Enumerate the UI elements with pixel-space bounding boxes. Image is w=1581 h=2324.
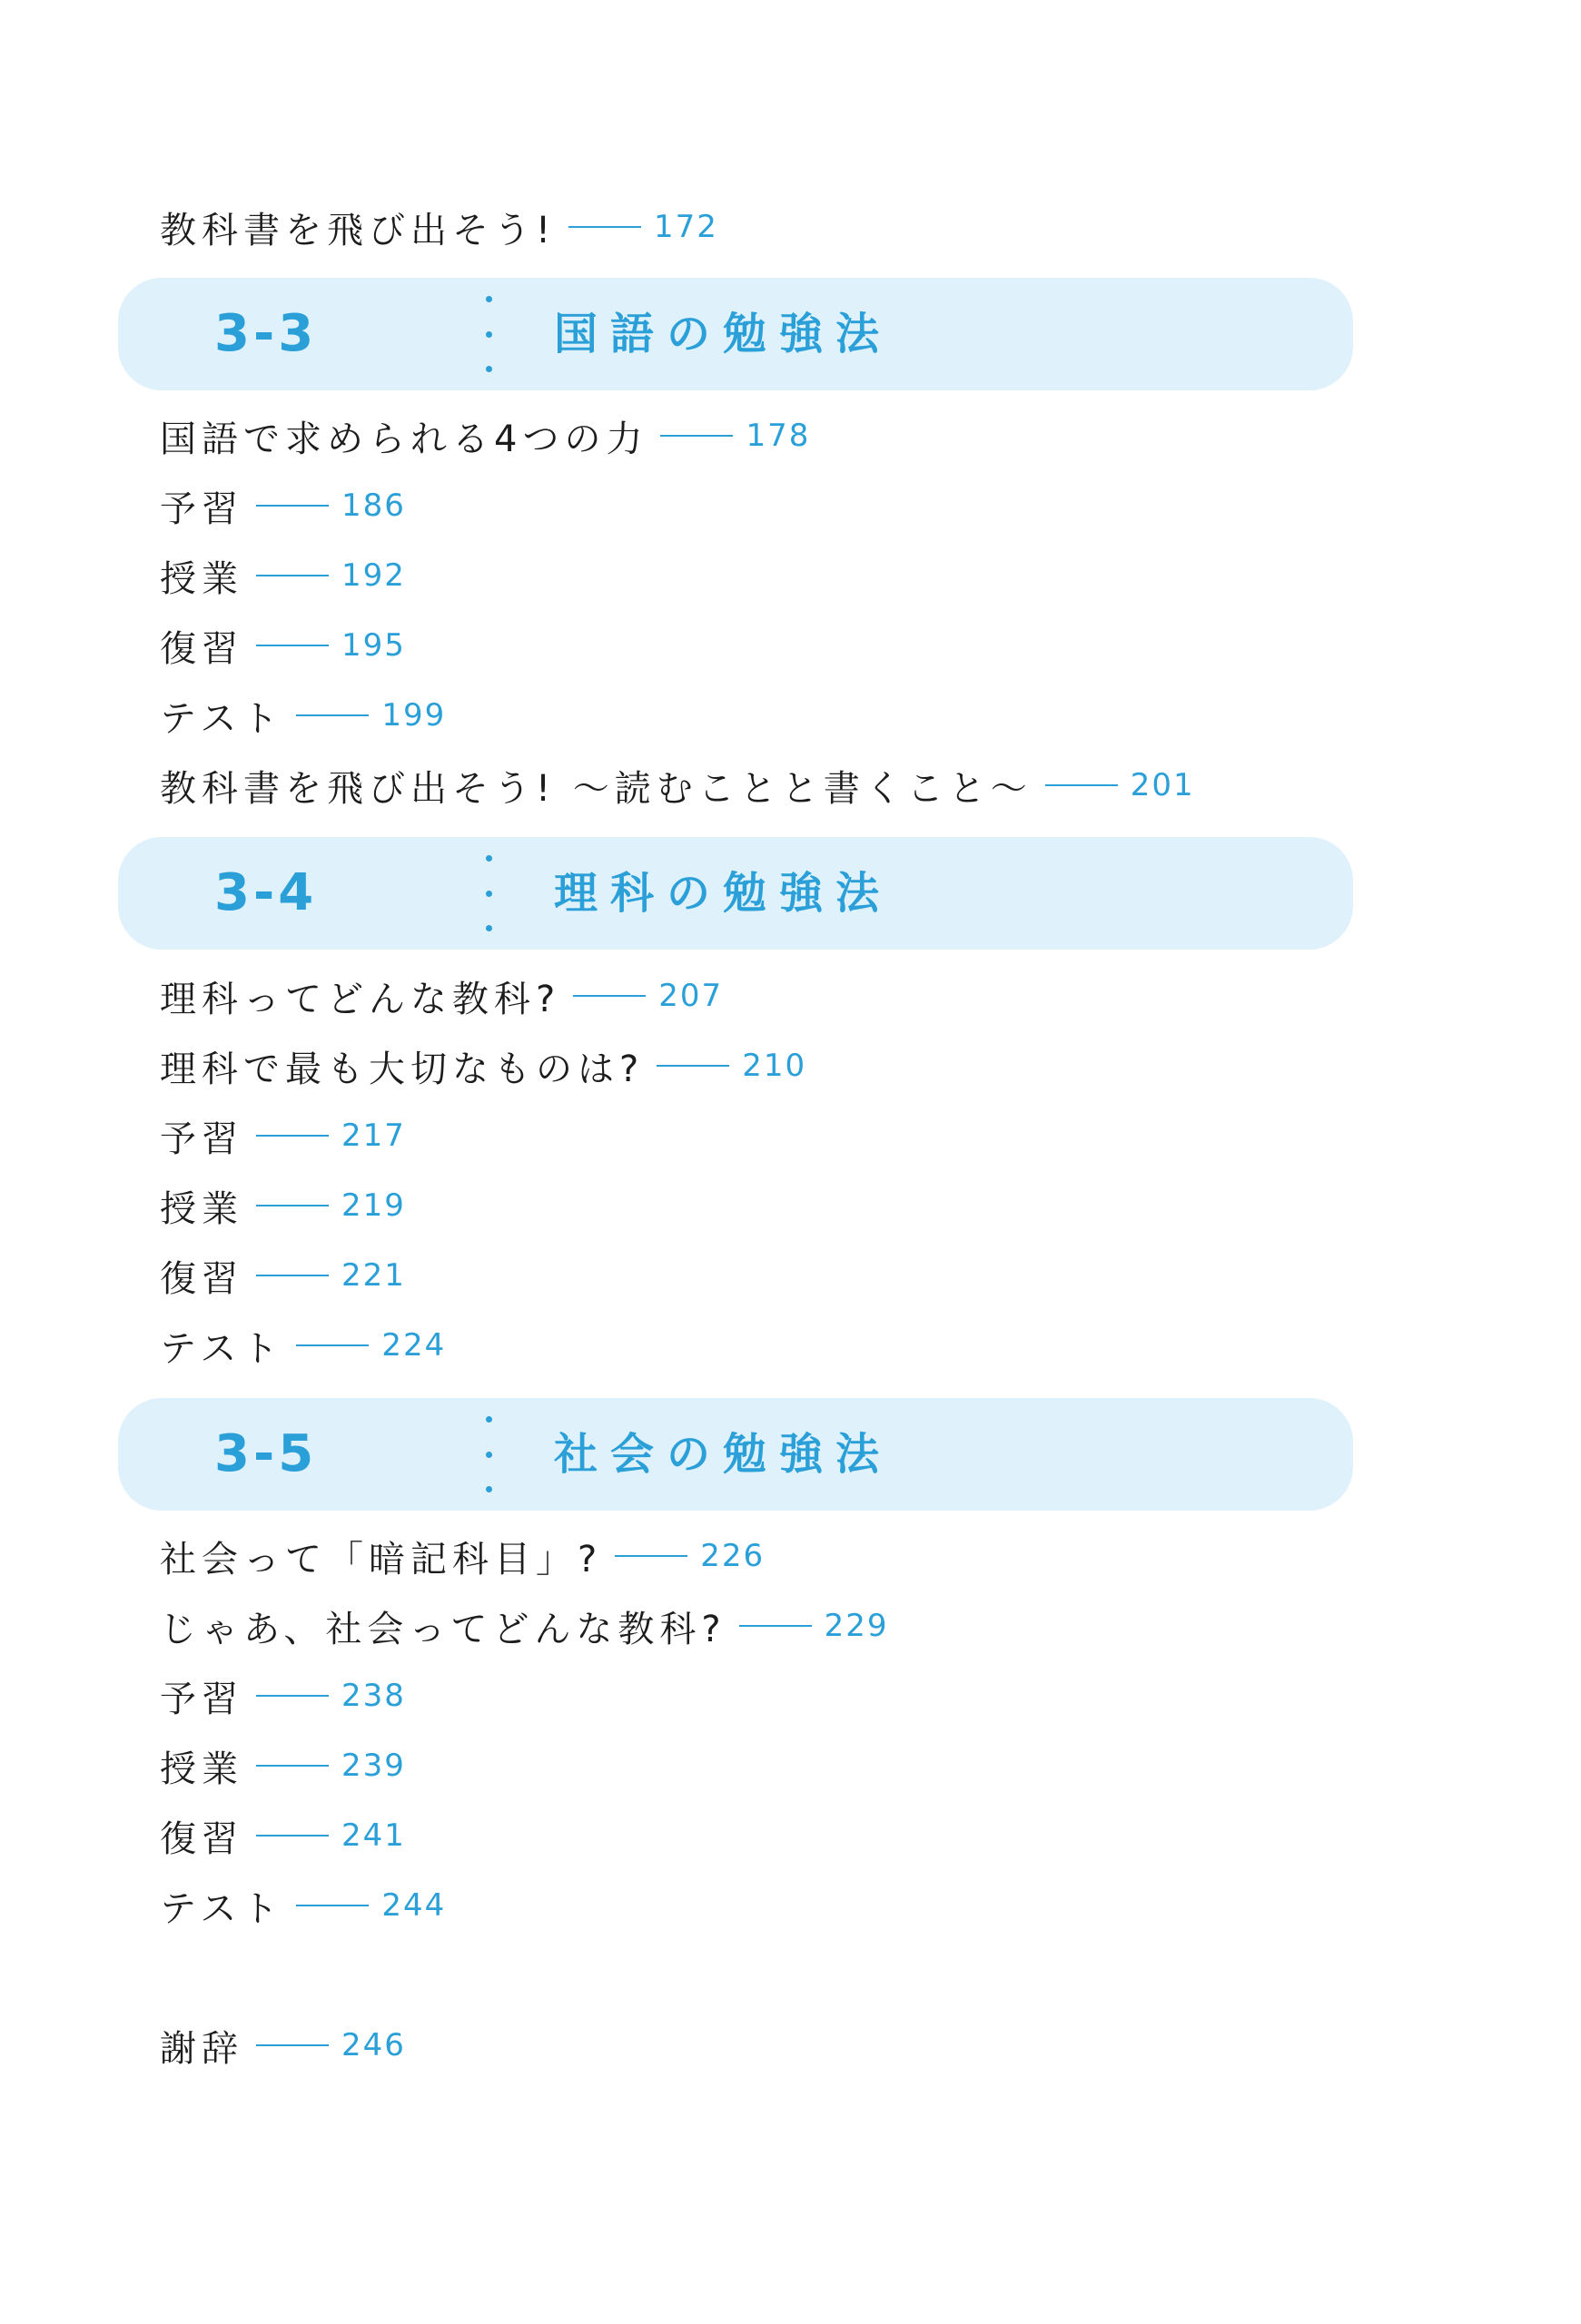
entry-page: 246 — [341, 2027, 406, 2063]
entry-page: 239 — [341, 1748, 406, 1784]
entry-title: 予習 — [160, 1678, 243, 1720]
entry-title: 授業 — [160, 557, 243, 600]
section-label: 社会の勉強法 — [554, 1429, 893, 1480]
entry-page: 244 — [381, 1887, 447, 1924]
leader-line — [256, 575, 329, 576]
divider-dots-icon — [485, 1416, 492, 1492]
toc-entry[interactable] — [160, 1248, 406, 1303]
leader-line — [660, 435, 733, 437]
entry-page: 210 — [742, 1048, 807, 1084]
entry-page: 195 — [341, 627, 406, 664]
divider-dots-icon — [485, 296, 492, 372]
entry-page: 229 — [824, 1608, 889, 1644]
toc-entry[interactable] — [160, 1808, 406, 1863]
entry-title: テスト — [160, 1887, 284, 1930]
entry-title: 復習 — [160, 627, 243, 670]
leader-line — [256, 1275, 329, 1276]
toc-entry[interactable] — [160, 478, 406, 533]
toc-entry[interactable] — [160, 1878, 446, 1933]
section-label: 理科の勉強法 — [554, 868, 893, 919]
entry-title: 授業 — [160, 1748, 243, 1790]
leader-line — [739, 1625, 812, 1627]
divider-dots-icon — [485, 855, 492, 931]
entry-title: テスト — [160, 1327, 284, 1370]
leader-line — [296, 1344, 369, 1346]
toc-entry[interactable] — [160, 688, 446, 743]
section-header-3-5 — [118, 1398, 1353, 1511]
toc-entry[interactable] — [160, 1738, 406, 1793]
toc-entry[interactable] — [160, 409, 810, 463]
entry-page: 241 — [341, 1817, 406, 1854]
toc-entry[interactable] — [160, 2018, 406, 2073]
entry-title: 復習 — [160, 1817, 243, 1860]
section-number: 3-3 — [214, 304, 318, 363]
entry-page: 219 — [341, 1187, 406, 1224]
entry-title: 理科で最も大切なものは? — [160, 1048, 645, 1090]
toc-entry[interactable] — [160, 618, 406, 673]
entry-title: 謝辞 — [160, 2027, 243, 2070]
entry-page: 217 — [341, 1118, 406, 1154]
entry-page: 221 — [341, 1257, 406, 1294]
toc-entry[interactable] — [160, 1599, 889, 1653]
entry-title: 教科書を飛び出そう! — [160, 209, 557, 251]
leader-line — [657, 1065, 729, 1067]
leader-line — [615, 1555, 687, 1557]
toc-entry[interactable] — [160, 969, 723, 1023]
leader-line — [256, 505, 329, 507]
entry-title: テスト — [160, 697, 284, 740]
entry-title: 社会って「暗記科目」? — [160, 1538, 603, 1581]
entry-page: 224 — [381, 1327, 447, 1364]
entry-page: 192 — [341, 557, 406, 594]
leader-line — [256, 1205, 329, 1206]
toc-entry[interactable] — [160, 1178, 406, 1233]
leader-line — [1045, 784, 1118, 786]
toc-entry[interactable] — [160, 200, 718, 254]
entry-title: 授業 — [160, 1187, 243, 1230]
section-header-3-3 — [118, 278, 1353, 390]
entry-page: 201 — [1130, 767, 1195, 803]
entry-title: 理科ってどんな教科? — [160, 978, 561, 1020]
toc-entry[interactable] — [160, 1669, 406, 1723]
leader-line — [573, 995, 646, 997]
leader-line — [296, 1905, 369, 1906]
section-number: 3-4 — [214, 863, 318, 922]
entry-title: 予習 — [160, 487, 243, 530]
section-header-3-4 — [118, 837, 1353, 950]
leader-line — [256, 1835, 329, 1837]
toc-entry[interactable] — [160, 548, 406, 603]
leader-line — [256, 1695, 329, 1697]
toc-entry[interactable] — [160, 758, 1195, 812]
leader-line — [256, 2044, 329, 2046]
entry-page: 199 — [381, 697, 447, 734]
entry-page: 172 — [654, 209, 718, 245]
entry-title: 教科書を飛び出そう! 〜読むことと書くこと〜 — [160, 767, 1033, 810]
entry-title: じゃあ、社会ってどんな教科? — [160, 1608, 726, 1650]
entry-title: 復習 — [160, 1257, 243, 1300]
toc-entry[interactable] — [160, 1318, 446, 1373]
section-label: 国語の勉強法 — [554, 309, 893, 359]
toc-entry[interactable] — [160, 1108, 406, 1163]
entry-title: 予習 — [160, 1118, 243, 1160]
leader-line — [568, 226, 641, 228]
entry-page: 207 — [658, 978, 724, 1014]
section-number: 3-5 — [214, 1424, 318, 1483]
entry-title: 国語で求められる4つの力 — [160, 418, 648, 460]
toc-entry[interactable] — [160, 1529, 765, 1583]
leader-line — [256, 645, 329, 646]
leader-line — [296, 714, 369, 716]
entry-page: 178 — [746, 418, 811, 454]
toc-entry[interactable] — [160, 1039, 806, 1093]
entry-page: 186 — [341, 487, 406, 524]
leader-line — [256, 1765, 329, 1767]
entry-page: 226 — [700, 1538, 766, 1574]
entry-page: 238 — [341, 1678, 406, 1714]
leader-line — [256, 1135, 329, 1137]
